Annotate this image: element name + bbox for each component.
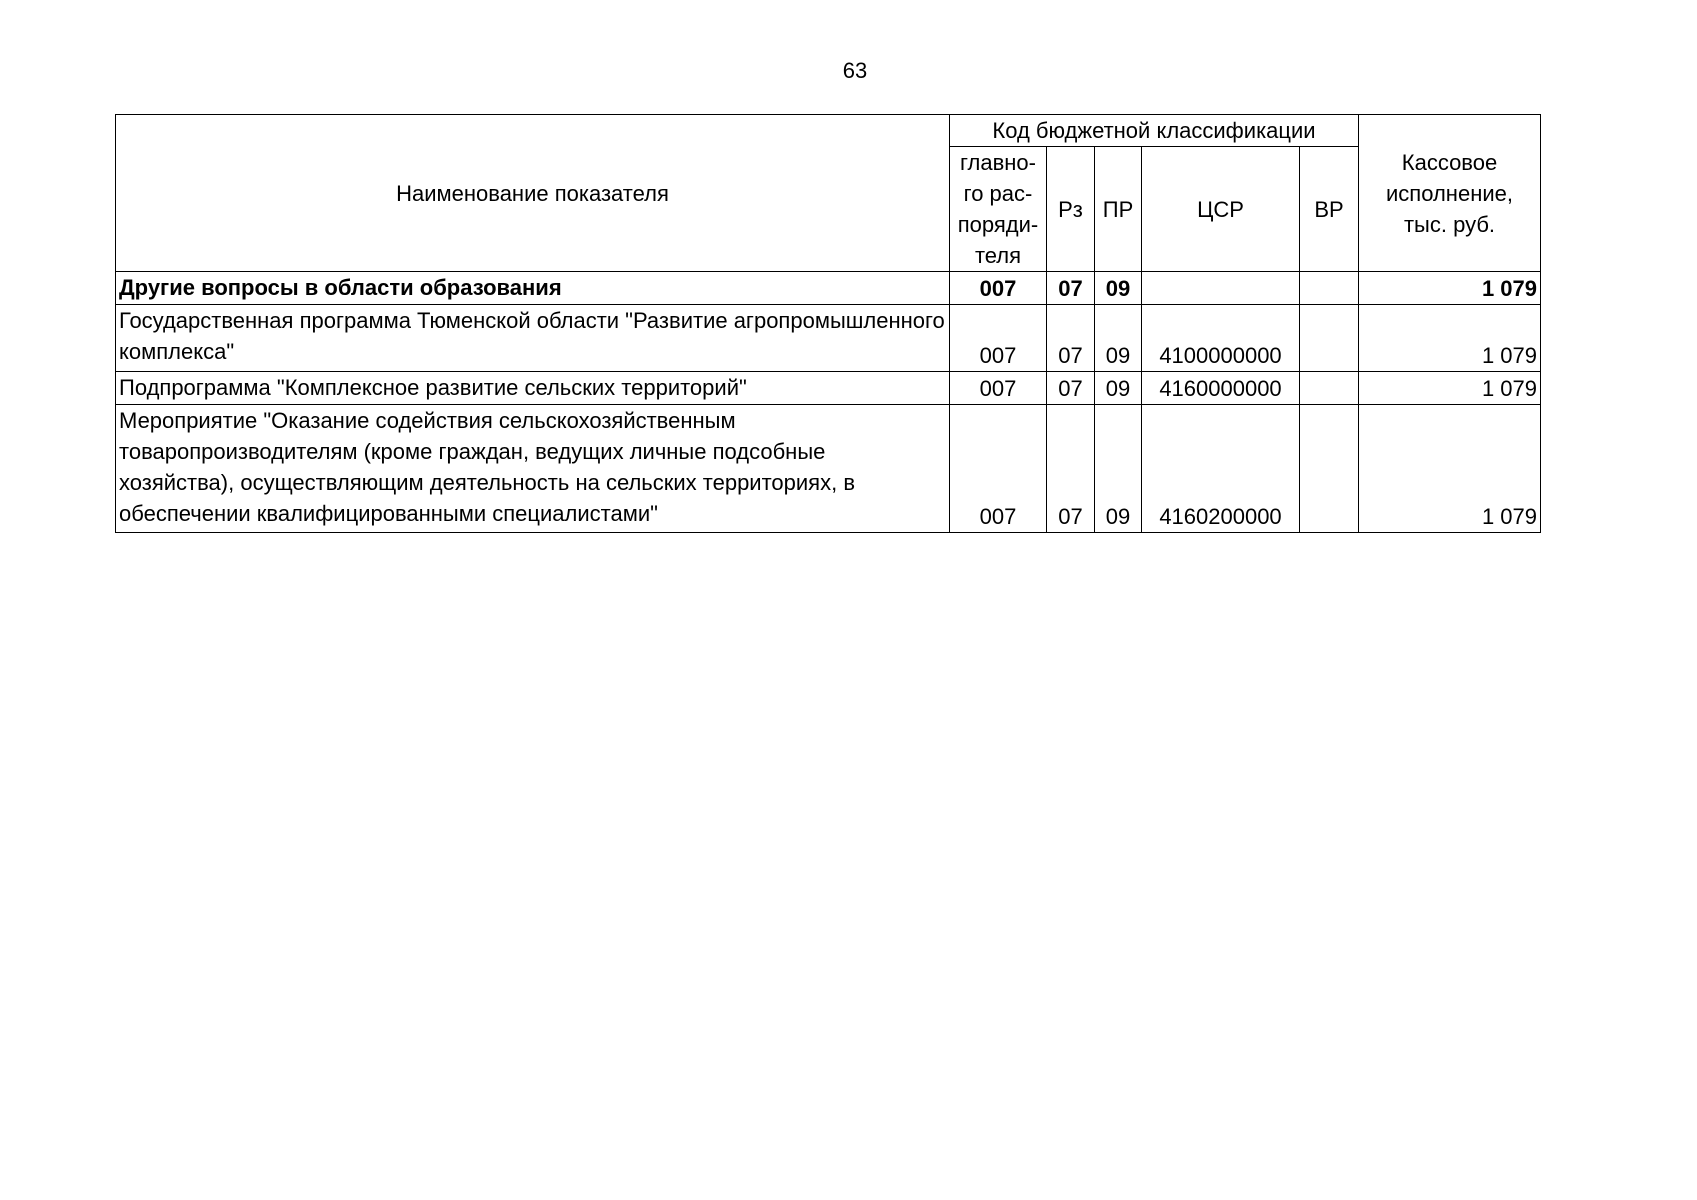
budget-execution-table — [115, 114, 1541, 533]
header-cash-execution-line: Кассовое — [1401, 149, 1498, 175]
row-name: Подпрограмма "Комплексное развитие сельских территорий" — [116, 372, 950, 405]
row-rz: 07 — [1047, 305, 1095, 372]
header-cash-execution — [1359, 115, 1541, 272]
header-chief-admin-line: го рас- — [963, 181, 1033, 206]
row-chief-admin: 007 — [950, 405, 1047, 533]
row-amount: 1 079 — [1359, 405, 1541, 533]
header-row-top — [116, 115, 1541, 147]
row-name: Другие вопросы в области образования — [116, 272, 950, 305]
row-rz: 07 — [1047, 272, 1095, 305]
row-vr — [1300, 405, 1359, 533]
row-chief-admin: 007 — [950, 305, 1047, 372]
page-number: 63 — [842, 58, 868, 83]
header-vr: ВР — [1300, 147, 1359, 272]
header-cash-execution-line: исполнение, — [1386, 180, 1513, 206]
table-row — [116, 372, 1541, 405]
header-chief-admin-line: главно- — [959, 150, 1036, 175]
header-chief-admin-line: теля — [974, 243, 1022, 268]
row-name: Государственная программа Тюменской области "Развитие агропромышленного комплекса" — [116, 305, 950, 372]
table-row — [116, 405, 1541, 533]
header-pr: ПР — [1095, 147, 1142, 272]
row-pr: 09 — [1095, 272, 1142, 305]
header-chief-admin-line: поряди- — [957, 212, 1039, 237]
row-csr — [1142, 272, 1300, 305]
row-pr: 09 — [1095, 305, 1142, 372]
row-csr: 4160000000 — [1142, 372, 1300, 405]
table-row — [116, 272, 1541, 305]
row-amount: 1 079 — [1359, 272, 1541, 305]
table-row — [116, 305, 1541, 372]
row-pr: 09 — [1095, 372, 1142, 405]
row-rz: 07 — [1047, 405, 1095, 533]
header-csr: ЦСР — [1142, 147, 1300, 272]
row-vr — [1300, 305, 1359, 372]
row-amount: 1 079 — [1359, 305, 1541, 372]
row-chief-admin: 007 — [950, 372, 1047, 405]
row-rz: 07 — [1047, 372, 1095, 405]
row-amount: 1 079 — [1359, 372, 1541, 405]
row-vr — [1300, 372, 1359, 405]
header-rz: Рз — [1047, 147, 1095, 272]
header-budget-code-group: Код бюджетной классификации — [950, 115, 1359, 147]
row-name: Мероприятие "Оказание содействия сельскохозяйственным товаропроизводителям (кроме граждан, ведущих личные подсобные хозяйства), осуществляющим деятельность на сельских территориях, в обеспечении квалифицированными специалистами" — [116, 405, 950, 533]
row-csr: 4160200000 — [1142, 405, 1300, 533]
row-csr: 4100000000 — [1142, 305, 1300, 372]
header-name: Наименование показателя — [116, 115, 950, 272]
header-chief-admin — [950, 147, 1047, 272]
row-pr: 09 — [1095, 405, 1142, 533]
row-chief-admin: 007 — [950, 272, 1047, 305]
header-cash-execution-line: тыс. руб. — [1403, 211, 1496, 237]
row-vr — [1300, 272, 1359, 305]
